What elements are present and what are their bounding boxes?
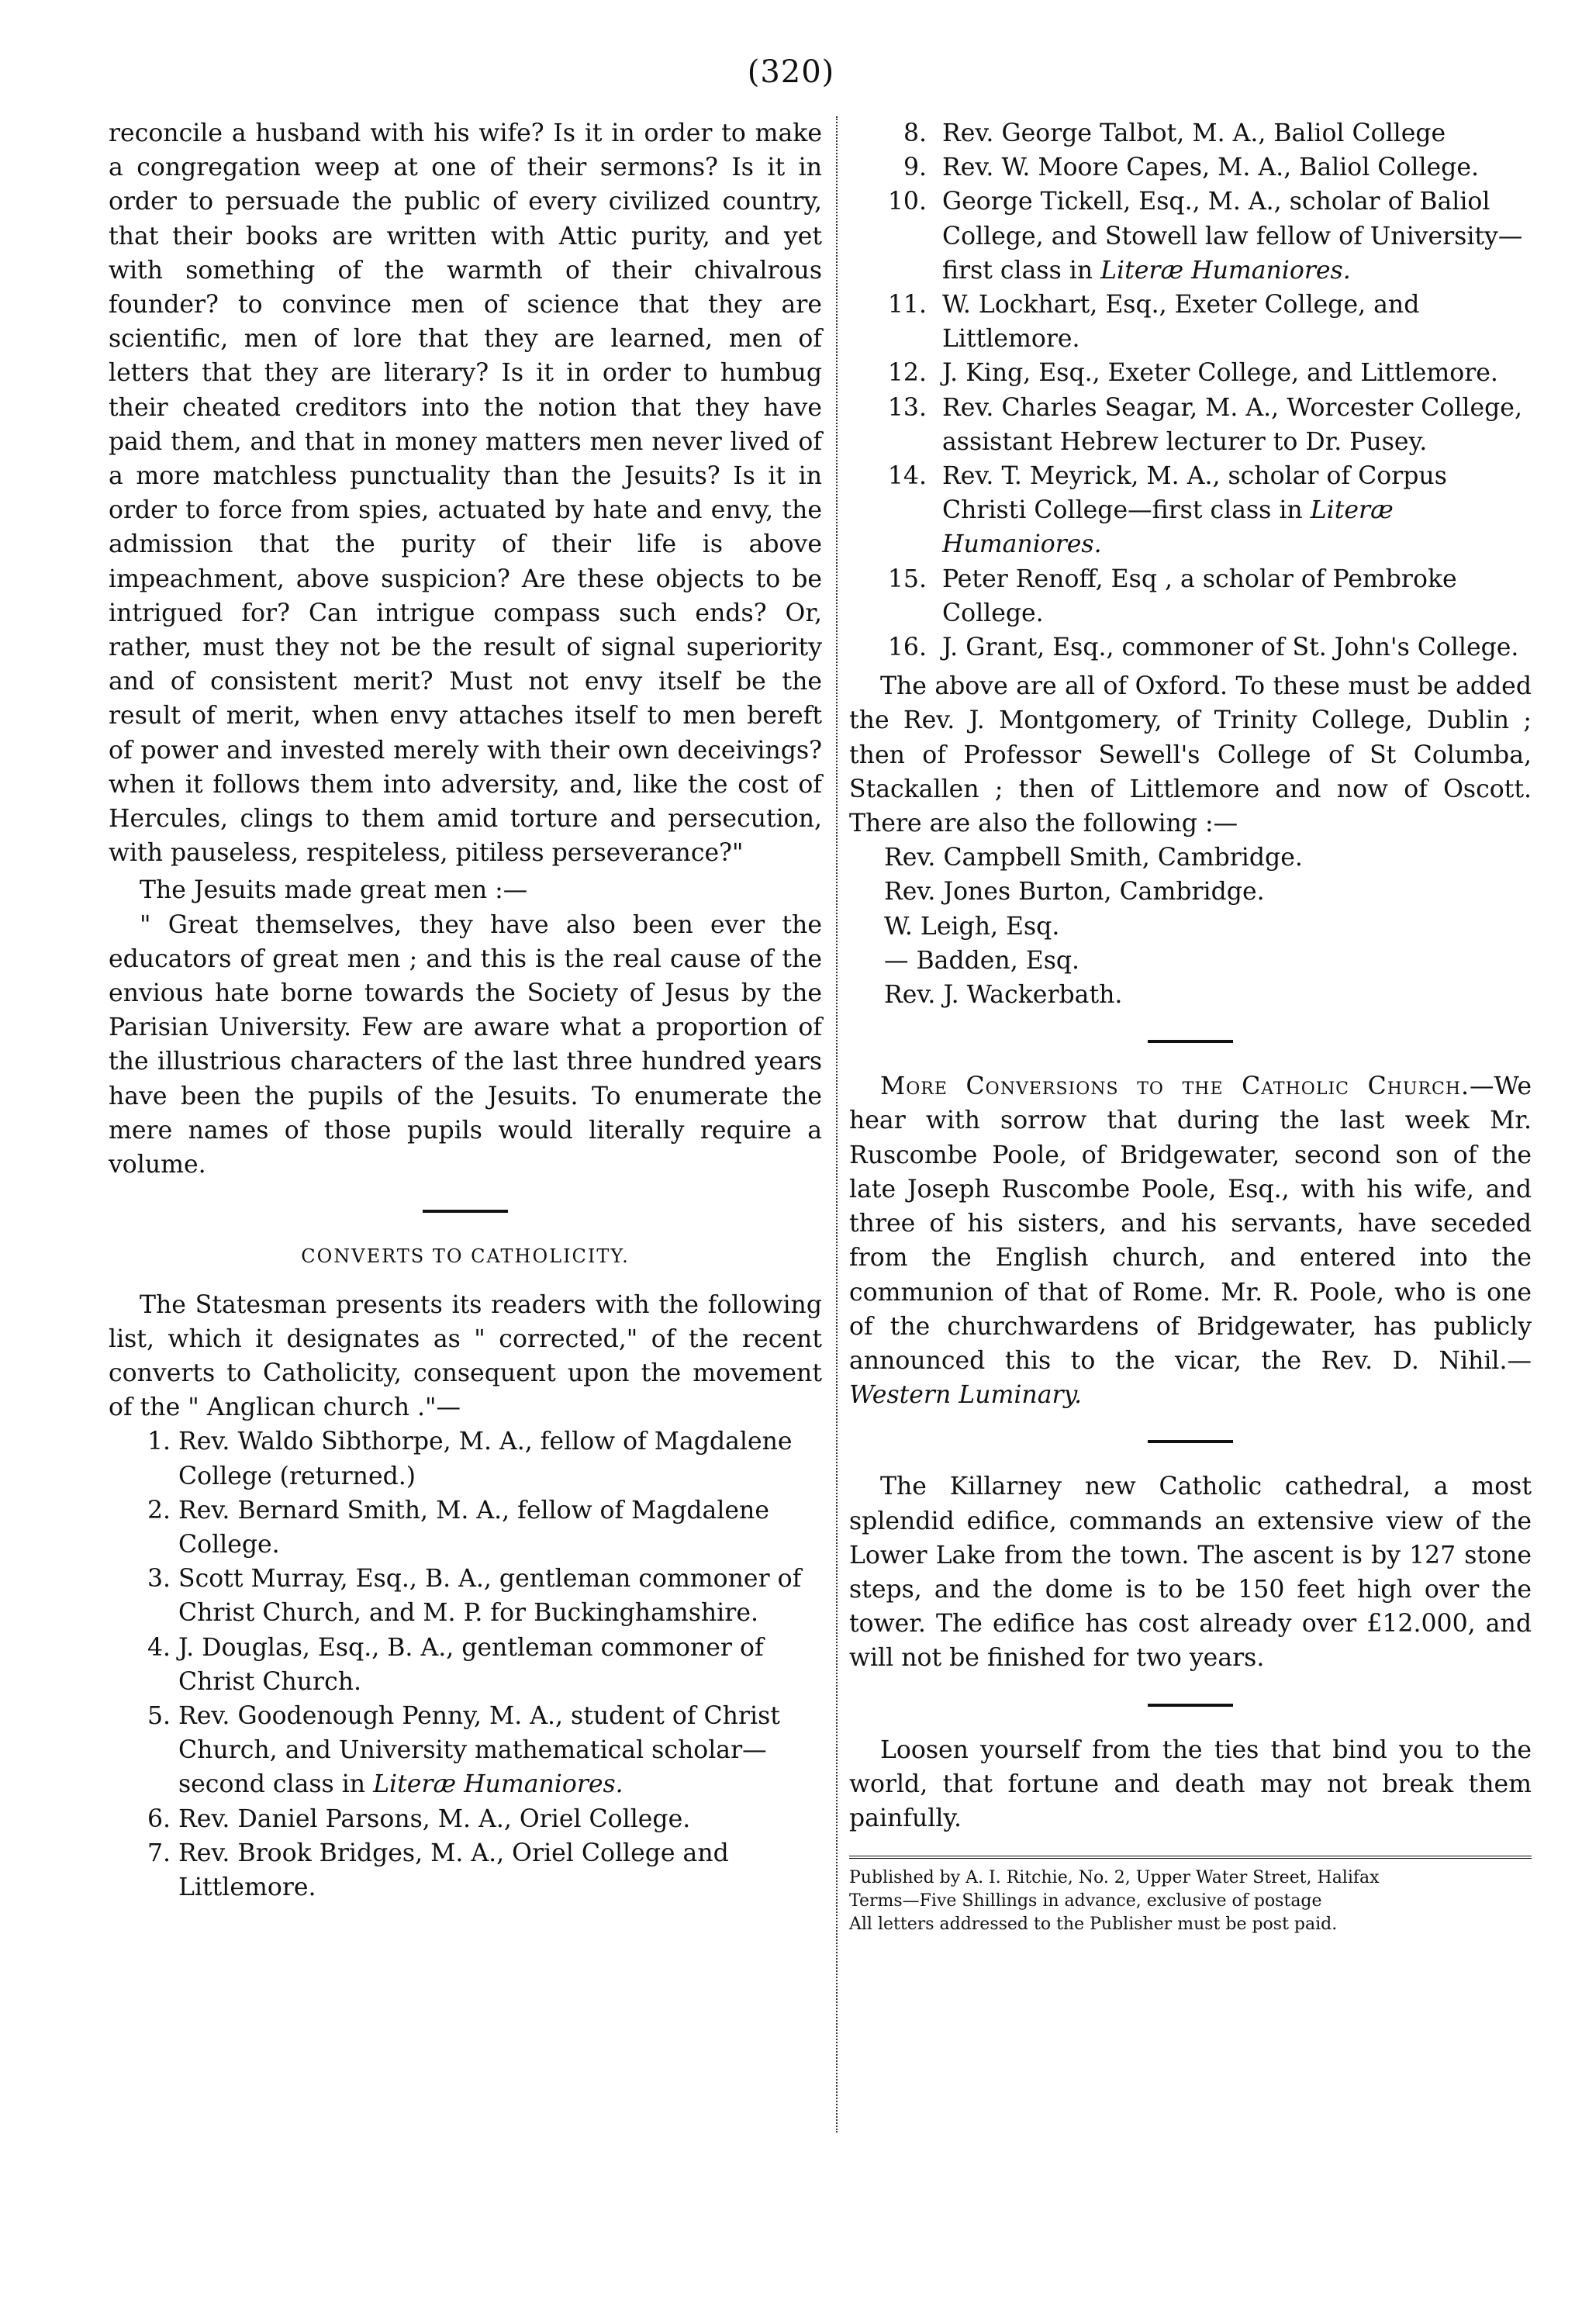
paragraph-jesuit-questions: reconcile a husband with his wife? Is it in order to make a congregation weep at one of their sermons? Is it in order to persuade the public of every civilized country, that their books are written with Attic purity, and yet with something of the warmth of their chivalrous founder? to convince men of science that they are scientific, men of lore that they are learned, men of letters that they are literary? Is it in order to humbug their cheated creditors into the notion that they have paid them, and that in money matters men never lived of a more matchless punctuality than the Jesuits? Is it in order to force from spies, actuated by hate and envy, the admission that the purity of their life is above impeachment, above suspicion? Are these objects to be intrigued for? Can intrigue compass such ends? Or, rather, must they not be the result of signal superiority and of consistent merit? Must not envy itself be the result of merit, when envy attaches itself to men bereft of power and invested merely with their own deceivings? when it follows them into adversity, and, like the cost of Hercules, clings to them amid torture and persecution, with pauseless, respiteless, pitiless perseverance?" [109, 119, 822, 868]
list-item-number: 1. [147, 1428, 171, 1456]
list-item-number: 15. [887, 565, 927, 593]
list-item-text [942, 459, 1532, 562]
list-item [109, 1631, 822, 1699]
list-item-text [942, 288, 1532, 356]
section-divider [423, 1210, 508, 1213]
list-item: Rev. Jones Burton, Cambridge. [884, 878, 1265, 906]
more-conversions-source: Western Luminary. [849, 1381, 1083, 1410]
list-item-text [178, 1494, 822, 1562]
list-item-text [942, 150, 1532, 185]
list-item [849, 185, 1532, 288]
more-conversions-heading: More Conversions to the Catholic Church. [880, 1072, 1470, 1101]
list-item-text-main: Scott Murray, Esq., B. A., gentleman commoner of Christ Church, and M. P. for Buckinghamshire. [178, 1565, 802, 1628]
list-item-number: 4. [147, 1633, 171, 1662]
paragraph-converts-intro: The Statesman presents its readers with the following list, which it designates as " corrected," of the recent converts to Catholicity, consequent upon the movement of the " Anglican church ."— [109, 1290, 822, 1422]
right-column [849, 116, 1532, 1936]
paragraph-killarney-cathedral: The Killarney new Catholic cathedral, a most splendid edifice, commands an extensive view of the Lower Lake from the town. The ascent is by 127 stone steps, and the dome is to be 150 feet high over the tower. The edifice has cost already over £12.000, and will not be finished for two years. [849, 1473, 1532, 1673]
list-item-text [178, 1631, 822, 1699]
paragraph-more-conversions [849, 1069, 1532, 1412]
list-item-text-main: Rev. W. Moore Capes, M. A., Baliol College. [942, 154, 1479, 182]
list-item-text [942, 185, 1532, 288]
list-item-text-italic: Literæ Humaniores. [373, 1770, 623, 1799]
list-item-text-main: Rev. Bernard Smith, M. A., fellow of Magdalene College. [178, 1496, 769, 1559]
other-converts-list [849, 841, 1532, 1012]
converts-list-right [849, 116, 1532, 665]
list-item-text-main: J. King, Esq., Exeter College, and Littlemore. [942, 359, 1498, 388]
list-item-text-main: Rev. Brook Bridges, M. A., Oriel College and Littlemore. [178, 1839, 729, 1901]
footer-terms: Terms—Five Shillings in advance, exclusive of postage [849, 1891, 1322, 1911]
list-item-number: 8. [903, 119, 927, 147]
list-item-text [942, 630, 1532, 665]
footer-divider [849, 1856, 1532, 1859]
list-item-number: 7. [147, 1839, 171, 1867]
list-item-number: 16. [887, 634, 927, 662]
list-item-text [178, 1802, 822, 1836]
left-column [109, 116, 822, 1904]
list-item-text-main: Rev. George Talbot, M. A., Baliol College [942, 119, 1446, 147]
section-divider [1148, 1040, 1233, 1043]
list-item-text [178, 1836, 822, 1904]
list-item-number: 6. [147, 1804, 171, 1833]
list-item [109, 1699, 822, 1802]
section-divider [1148, 1704, 1233, 1707]
list-item [109, 1562, 822, 1630]
list-item-text-main: Rev. Charles Seagar, M. A., Worcester College, assistant Hebrew lecturer to Dr. Pusey. [942, 393, 1522, 456]
list-item-text-italic: Literæ Humaniores. [1100, 256, 1351, 285]
list-item [849, 562, 1532, 630]
list-item-text [178, 1424, 822, 1493]
list-item-text-main: Rev. Goodenough Penny, M. A., student of Christ Church, and University mathematical scholar—second class in [178, 1701, 780, 1799]
page-number: (320) [747, 54, 835, 90]
list-item [109, 1802, 822, 1836]
list-item-number: 10. [887, 188, 927, 216]
paragraph-great-men-quote: " Great themselves, they have also been ever the educators of great men ; and this is the real cause of the envious hate borne towards the Society of Jesus by the Parisian University. Few are aware what a proportion of the illustrious characters of the last three hundred years have been the pupils of the Jesuits. To enumerate the mere names of those pupils would literally require a volume. [109, 910, 822, 1179]
list-item-text-italic: Literæ Humaniores. [942, 496, 1394, 559]
converts-list-left [109, 1424, 822, 1904]
publisher-footer [849, 1866, 1532, 1936]
list-item-number: 14. [887, 462, 927, 491]
more-conversions-body: —We hear with sorrow that during the last week Mr. Ruscombe Poole, of Bridgewater, second son of the late Joseph Ruscombe Poole, Esq., with his wife, and three of his sisters, and his servants, have seceded from the English church, and entered into the communion of that of Rome. Mr. R. Poole, who is one of the churchwardens of Bridgewater, has publicly announced this to the vicar, the Rev. D. Nihil.— [849, 1072, 1532, 1375]
footer-letters: All letters addressed to the Publisher must be post paid. [849, 1915, 1338, 1935]
paragraph-maxim: Loosen yourself from the ties that bind you to the world, that fortune and death may not break them painfully. [849, 1735, 1532, 1832]
list-item [109, 1424, 822, 1493]
list-item-text-main: Rev. Daniel Parsons, M. A., Oriel College. [178, 1804, 691, 1833]
list-item-number: 5. [147, 1701, 171, 1730]
section-divider [1148, 1440, 1233, 1443]
list-item [849, 356, 1532, 390]
paragraph-oxford-summary: The above are all of Oxford. To these must be added the Rev. J. Montgomery, of Trinity College, Dublin ; then of Professor Sewell's College of St Columba, Stackallen ; then of Littlemore and now of Oscott. There are also the following :— [849, 672, 1532, 838]
list-item [849, 630, 1532, 665]
column-divider [836, 116, 838, 2132]
list-item: W. Leigh, Esq. [884, 912, 1060, 941]
list-item-number: 12. [887, 359, 927, 388]
list-item-number: 2. [147, 1496, 171, 1525]
paragraph-great-men-intro: The Jesuits made great men :— [140, 876, 528, 905]
list-item-number: 9. [903, 154, 927, 182]
list-item: Rev. J. Wackerbath. [884, 981, 1123, 1010]
footer-publisher: Published by A. I. Ritchie, No. 2, Upper Water Street, Halifax [849, 1868, 1380, 1888]
list-item-text-main: George Tickell, Esq., M. A., scholar of Baliol College, and Stowell law fellow of University—first class in [942, 188, 1523, 285]
list-item-text-main: J. Douglas, Esq., B. A., gentleman commoner of Christ Church. [178, 1633, 764, 1696]
list-item-number: 13. [887, 393, 927, 422]
list-item [109, 1836, 822, 1904]
list-item: — Badden, Esq. [884, 946, 1080, 975]
list-item-text [178, 1562, 822, 1630]
list-item-text [942, 562, 1532, 630]
list-item-text [942, 391, 1532, 459]
list-item-text [178, 1699, 822, 1802]
list-item-number: 3. [147, 1565, 171, 1594]
list-item-text-main: J. Grant, Esq., commoner of St. John's College. [942, 634, 1519, 662]
list-item [849, 459, 1532, 562]
list-item [109, 1494, 822, 1562]
list-item [849, 116, 1532, 150]
list-item [849, 150, 1532, 185]
list-item-text-main: W. Lockhart, Esq., Exeter College, and Littlemore. [942, 291, 1420, 354]
list-item [849, 288, 1532, 356]
list-item-text-main: Rev. Waldo Sibthorpe, M. A., fellow of Magdalene College (returned.) [178, 1428, 793, 1490]
list-item [849, 391, 1532, 459]
list-item-text-main: Rev. T. Meyrick, M. A., scholar of Corpus Christi College—first class in [942, 462, 1447, 525]
section-heading-converts: CONVERTS TO CATHOLICITY. [301, 1245, 630, 1268]
list-item-text [942, 116, 1532, 150]
list-item-text [942, 356, 1532, 390]
list-item: Rev. Campbell Smith, Cambridge. [884, 844, 1303, 872]
list-item-number: 11. [887, 291, 927, 319]
list-item-text-main: Peter Renoff, Esq , a scholar of Pembroke College. [942, 565, 1457, 627]
